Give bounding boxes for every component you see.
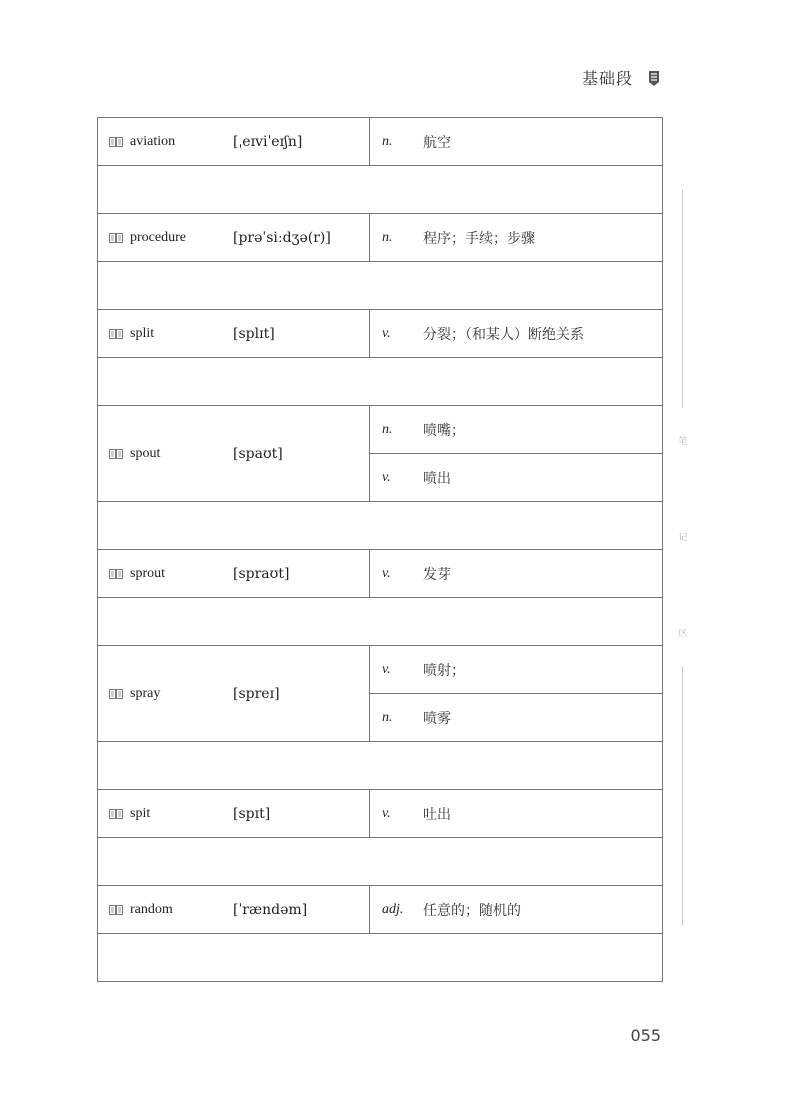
meaning: 分裂；（和某人）断绝关系 bbox=[423, 326, 584, 343]
phonetic: [splɪt] bbox=[233, 325, 275, 342]
definition-wrap bbox=[370, 118, 662, 165]
part-of-speech: v. bbox=[382, 325, 391, 341]
meaning: 喷射； bbox=[423, 662, 465, 679]
word-cell bbox=[98, 118, 370, 166]
page-number: 055 bbox=[630, 1026, 661, 1045]
word-wrap bbox=[98, 886, 369, 933]
definition-wrap bbox=[370, 790, 662, 837]
word-wrap bbox=[98, 118, 369, 165]
meaning: 任意的；随机的 bbox=[423, 902, 521, 919]
word-cell bbox=[98, 310, 370, 358]
book-icon bbox=[109, 905, 123, 915]
page-header bbox=[582, 66, 661, 89]
meaning: 发芽 bbox=[423, 566, 451, 583]
book-icon bbox=[109, 137, 123, 147]
phonetic: [spɪt] bbox=[233, 805, 271, 822]
word-cell bbox=[98, 214, 370, 262]
word-wrap bbox=[98, 550, 369, 597]
word: spray bbox=[130, 685, 161, 701]
table-row bbox=[98, 790, 663, 838]
definition-wrap bbox=[370, 550, 662, 597]
book-icon bbox=[109, 569, 123, 579]
table-row bbox=[98, 310, 663, 358]
note-space[interactable] bbox=[98, 262, 663, 310]
note-row bbox=[98, 838, 663, 886]
word-wrap bbox=[98, 214, 369, 261]
meaning: 吐出 bbox=[423, 806, 451, 823]
book-icon bbox=[109, 449, 123, 459]
definition-wrap bbox=[370, 454, 662, 501]
word: spit bbox=[130, 805, 151, 821]
definition-wrap bbox=[370, 406, 662, 453]
meaning: 喷出 bbox=[423, 470, 451, 487]
definition-cell bbox=[370, 406, 663, 454]
word: split bbox=[130, 325, 155, 341]
note-row bbox=[98, 934, 663, 982]
part-of-speech: adj. bbox=[382, 901, 404, 917]
word-wrap bbox=[98, 406, 369, 501]
section-badge-icon bbox=[647, 69, 661, 87]
notes-divider-top bbox=[682, 190, 683, 408]
note-space[interactable] bbox=[98, 166, 663, 214]
notes-label-char: 区 bbox=[678, 629, 688, 639]
part-of-speech: v. bbox=[382, 565, 391, 581]
note-row bbox=[98, 166, 663, 214]
definition-cell bbox=[370, 118, 663, 166]
definition-wrap bbox=[370, 310, 662, 357]
definition-cell bbox=[370, 454, 663, 502]
definition-cell bbox=[370, 550, 663, 598]
book-icon bbox=[109, 689, 123, 699]
note-space[interactable] bbox=[98, 838, 663, 886]
part-of-speech: v. bbox=[382, 805, 391, 821]
definition-wrap bbox=[370, 214, 662, 261]
phonetic: [spreɪ] bbox=[233, 685, 280, 702]
table-row bbox=[98, 406, 663, 454]
table-row bbox=[98, 214, 663, 262]
phonetic: [spraʊt] bbox=[233, 565, 290, 582]
part-of-speech: n. bbox=[382, 229, 393, 245]
phonetic: [ˌeɪviˈeɪʃn] bbox=[233, 133, 303, 150]
word-wrap bbox=[98, 646, 369, 741]
part-of-speech: n. bbox=[382, 421, 393, 437]
vocabulary-table bbox=[97, 117, 663, 982]
definition-cell bbox=[370, 214, 663, 262]
meaning: 航空 bbox=[423, 134, 451, 151]
part-of-speech: v. bbox=[382, 469, 391, 485]
note-space[interactable] bbox=[98, 742, 663, 790]
word-cell bbox=[98, 886, 370, 934]
word-cell bbox=[98, 406, 370, 502]
word: sprout bbox=[130, 565, 165, 581]
part-of-speech: n. bbox=[382, 709, 393, 725]
phonetic: [prəˈsiːdʒə(r)] bbox=[233, 229, 331, 246]
part-of-speech: n. bbox=[382, 133, 393, 149]
meaning: 程序；手续；步骤 bbox=[423, 230, 535, 247]
book-icon bbox=[109, 329, 123, 339]
note-space[interactable] bbox=[98, 934, 663, 982]
definition-cell bbox=[370, 886, 663, 934]
notes-label-char: 笔 bbox=[678, 437, 688, 447]
meaning: 喷雾 bbox=[423, 710, 451, 727]
book-icon bbox=[109, 809, 123, 819]
definition-cell bbox=[370, 310, 663, 358]
table-row bbox=[98, 646, 663, 694]
word: spout bbox=[130, 445, 161, 461]
note-row bbox=[98, 262, 663, 310]
note-row bbox=[98, 358, 663, 406]
notes-label-char: 记 bbox=[678, 533, 688, 543]
table-row bbox=[98, 550, 663, 598]
note-row bbox=[98, 502, 663, 550]
table-row bbox=[98, 886, 663, 934]
meaning: 喷嘴； bbox=[423, 422, 465, 439]
word-cell bbox=[98, 790, 370, 838]
definition-wrap bbox=[370, 694, 662, 741]
word: procedure bbox=[130, 229, 186, 245]
word: random bbox=[130, 901, 173, 917]
word-wrap bbox=[98, 790, 369, 837]
definition-cell bbox=[370, 646, 663, 694]
word-wrap bbox=[98, 310, 369, 357]
definition-cell bbox=[370, 790, 663, 838]
note-space[interactable] bbox=[98, 502, 663, 550]
note-row bbox=[98, 598, 663, 646]
notes-divider-bottom bbox=[682, 666, 683, 926]
definition-wrap bbox=[370, 646, 662, 693]
book-icon bbox=[109, 233, 123, 243]
note-space[interactable] bbox=[98, 358, 663, 406]
word: aviation bbox=[130, 133, 176, 149]
word-cell bbox=[98, 550, 370, 598]
part-of-speech: v. bbox=[382, 661, 391, 677]
word-cell bbox=[98, 646, 370, 742]
note-row bbox=[98, 742, 663, 790]
definition-cell bbox=[370, 694, 663, 742]
phonetic: [spaʊt] bbox=[233, 445, 283, 462]
table-row bbox=[98, 118, 663, 166]
note-space[interactable] bbox=[98, 598, 663, 646]
phonetic: [ˈrændəm] bbox=[233, 901, 308, 918]
definition-wrap bbox=[370, 886, 662, 933]
section-title: 基础段 bbox=[581, 69, 633, 88]
